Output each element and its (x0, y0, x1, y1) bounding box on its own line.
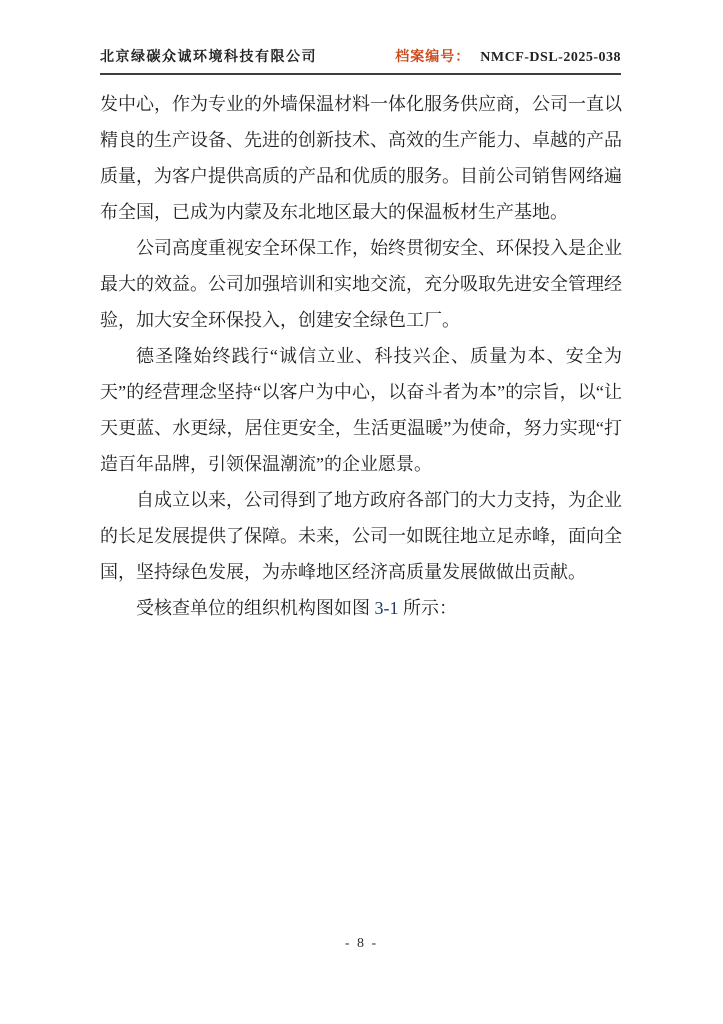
paragraph-figure-reference (100, 590, 622, 626)
page-number: - 8 - (344, 936, 379, 951)
document-body (100, 86, 622, 626)
doc-number-value: NMCF-DSL-2025-038 (480, 50, 621, 65)
paragraph-safety-environment: 公司高度重视安全环保工作，始终贯彻安全、环保投入是企业最大的效益。公司加强培训和实地交流，充分吸取先进安全管理经验，加大安全环保投入，创建安全绿色工厂。 (100, 238, 622, 330)
paragraph-company-intro: 发中心，作为专业的外墙保温材料一体化服务供应商，公司一直以精良的生产设备、先进的创新技术、高效的生产能力、卓越的产品质量，为客户提供高质的产品和优质的服务。目前公司销售网络遍布全国，已成为内蒙及东北地区最大的保温板材生产基地。 (100, 94, 622, 222)
doc-number-label: 档案编号： (395, 50, 471, 65)
page-footer (0, 936, 723, 952)
page-header (100, 46, 621, 75)
figure-sentence-prefix: 受核查单位的组织机构图如图 (136, 598, 375, 618)
header-doc-number (395, 46, 621, 66)
figure-sentence-suffix: 所示： (398, 598, 457, 618)
figure-ref-3-1: 3-1 (374, 598, 399, 618)
paragraph-development: 自成立以来，公司得到了地方政府各部门的大力支持，为企业的长足发展提供了保障。未来，公司一如既往地立足赤峰，面向全国，坚持绿色发展，为赤峰地区经济高质量发展做做出贡献。 (100, 490, 622, 582)
header-company-name: 北京绿碳众诚环境科技有限公司 (100, 50, 317, 65)
paragraph-philosophy: 德圣隆始终践行“诚信立业、科技兴企、质量为本、安全为天”的经营理念坚持“以客户为中心，以奋斗者为本”的宗旨，以“让天更蓝、水更绿，居住更安全，生活更温暖”为使命，努力实现“打造百年品牌，引领保温潮流”的企业愿景。 (100, 346, 622, 474)
